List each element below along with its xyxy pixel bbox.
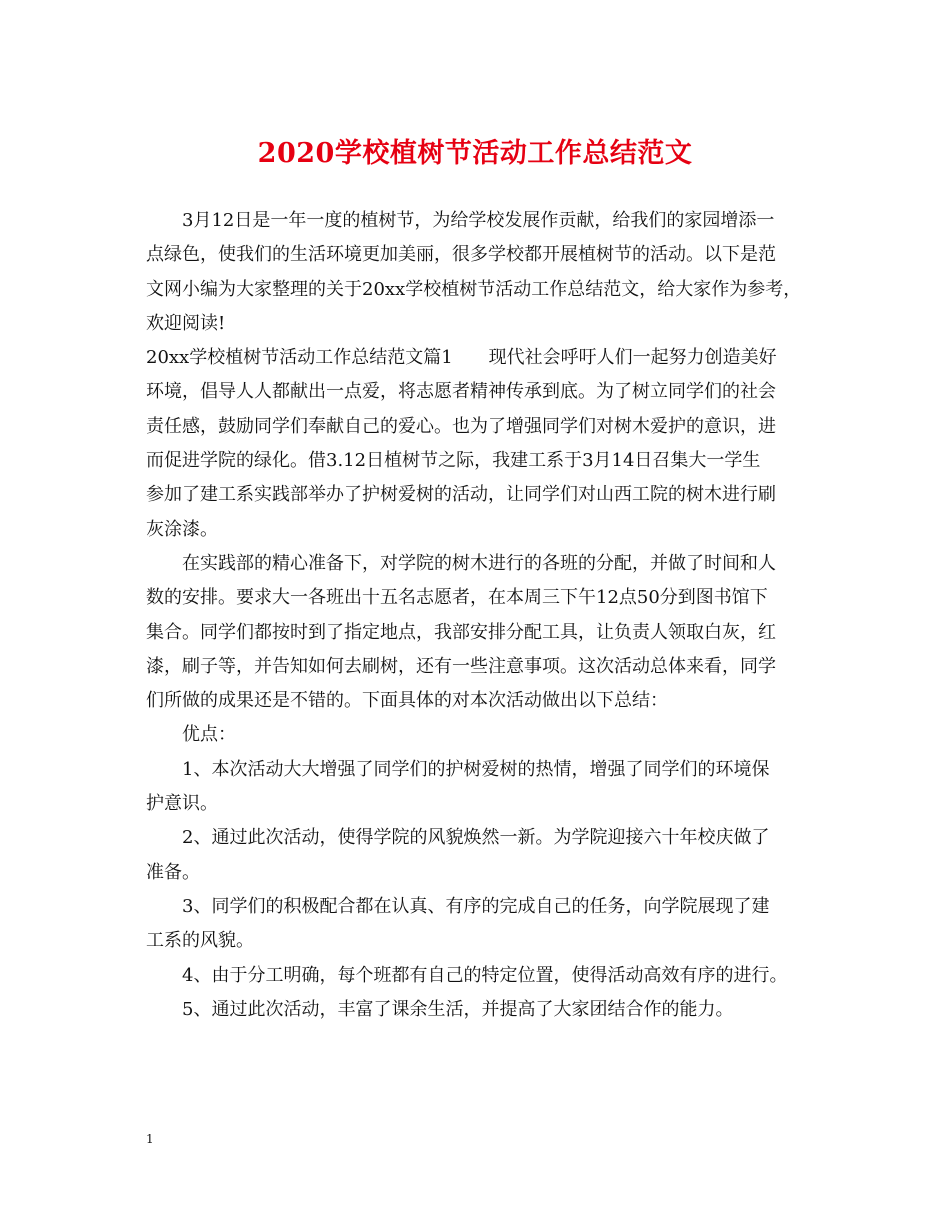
text-line: 3月12日是一年一度的植树节，为给学校发展作贡献，给我们的家园增添一: [146, 210, 775, 231]
text-line: 漆，刷子等，并告知如何去刷树，还有一些注意事项。这次活动总体来看，同学: [146, 655, 776, 677]
text-line: 参加了建工系实践部举办了护树爱树的活动，让同学们对山西工院的树木进行刷: [146, 484, 776, 506]
text-line: 灰涂漆。: [146, 518, 218, 540]
text-line: 5、通过此次活动，丰富了课余生活，并提高了大家团结合作的能力。: [146, 998, 734, 1020]
text-line: 数的安排。要求大一各班出十五名志愿者，在本周三下午12点50分到图书馆下: [146, 587, 768, 609]
text-line: 4、由于分工明确，每个班都有自己的特定位置，使得活动高效有序的进行。: [146, 964, 788, 986]
paragraph: [146, 753, 806, 822]
paragraph: [146, 718, 806, 752]
text-line: 1、本次活动大大增强了同学们的护树爱树的热情，增强了同学们的环境保: [146, 758, 770, 780]
paragraph: [146, 341, 806, 547]
text-line: 文网小编为大家整理的关于20xx学校植树节活动工作总结范文，给大家作为参考，: [146, 278, 802, 300]
text-line: 点绿色，使我们的生活环境更加美丽，很多学校都开展植树节的活动。以下是范: [146, 244, 776, 266]
text-line: 环境，倡导人人都献出一点爱，将志愿者精神传承到底。为了树立同学们的社会: [146, 381, 776, 403]
text-line: 2、通过此次活动，使得学院的风貌焕然一新。为学院迎接六十年校庆做了: [146, 827, 770, 849]
paragraph: [146, 959, 806, 993]
text-line: 护意识。: [146, 793, 218, 815]
text-line: 准备。: [146, 861, 200, 883]
text-line: 们所做的成果还是不错的。下面具体的对本次活动做出以下总结：: [146, 690, 668, 712]
text-line: 而促进学院的绿化。借3.12日植树节之际，我建工系于3月14日召集大一学生: [146, 450, 761, 472]
page-number: 1: [146, 1132, 154, 1146]
text-line: 责任感，鼓励同学们奉献自己的爱心。也为了增强同学们对树木爱护的意识，进: [146, 415, 776, 437]
paragraph: [146, 547, 806, 718]
paragraph: [146, 993, 806, 1027]
paragraph: [146, 821, 806, 890]
text-line: 20xx学校植树节活动工作总结范文篇1 现代社会呼吁人们一起努力创造美好: [146, 347, 777, 369]
document-title: 2020学校植树节活动工作总结范文: [257, 138, 693, 169]
text-line: 3、同学们的积极配合都在认真、有序的完成自己的任务，向学院展现了建: [146, 895, 770, 917]
paragraph: [146, 890, 806, 959]
text-line: 工系的风貌。: [146, 930, 254, 952]
text-line: 集合。同学们都按时到了指定地点，我部安排分配工具，让负责人领取白灰，红: [146, 621, 776, 643]
text-line: 优点：: [146, 724, 236, 746]
document-body: [146, 204, 806, 1027]
paragraph: [146, 204, 806, 341]
text-line: 欢迎阅读!: [146, 312, 226, 334]
text-line: 在实践部的精心准备下，对学院的树木进行的各班的分配，并做了时间和人: [146, 552, 776, 574]
